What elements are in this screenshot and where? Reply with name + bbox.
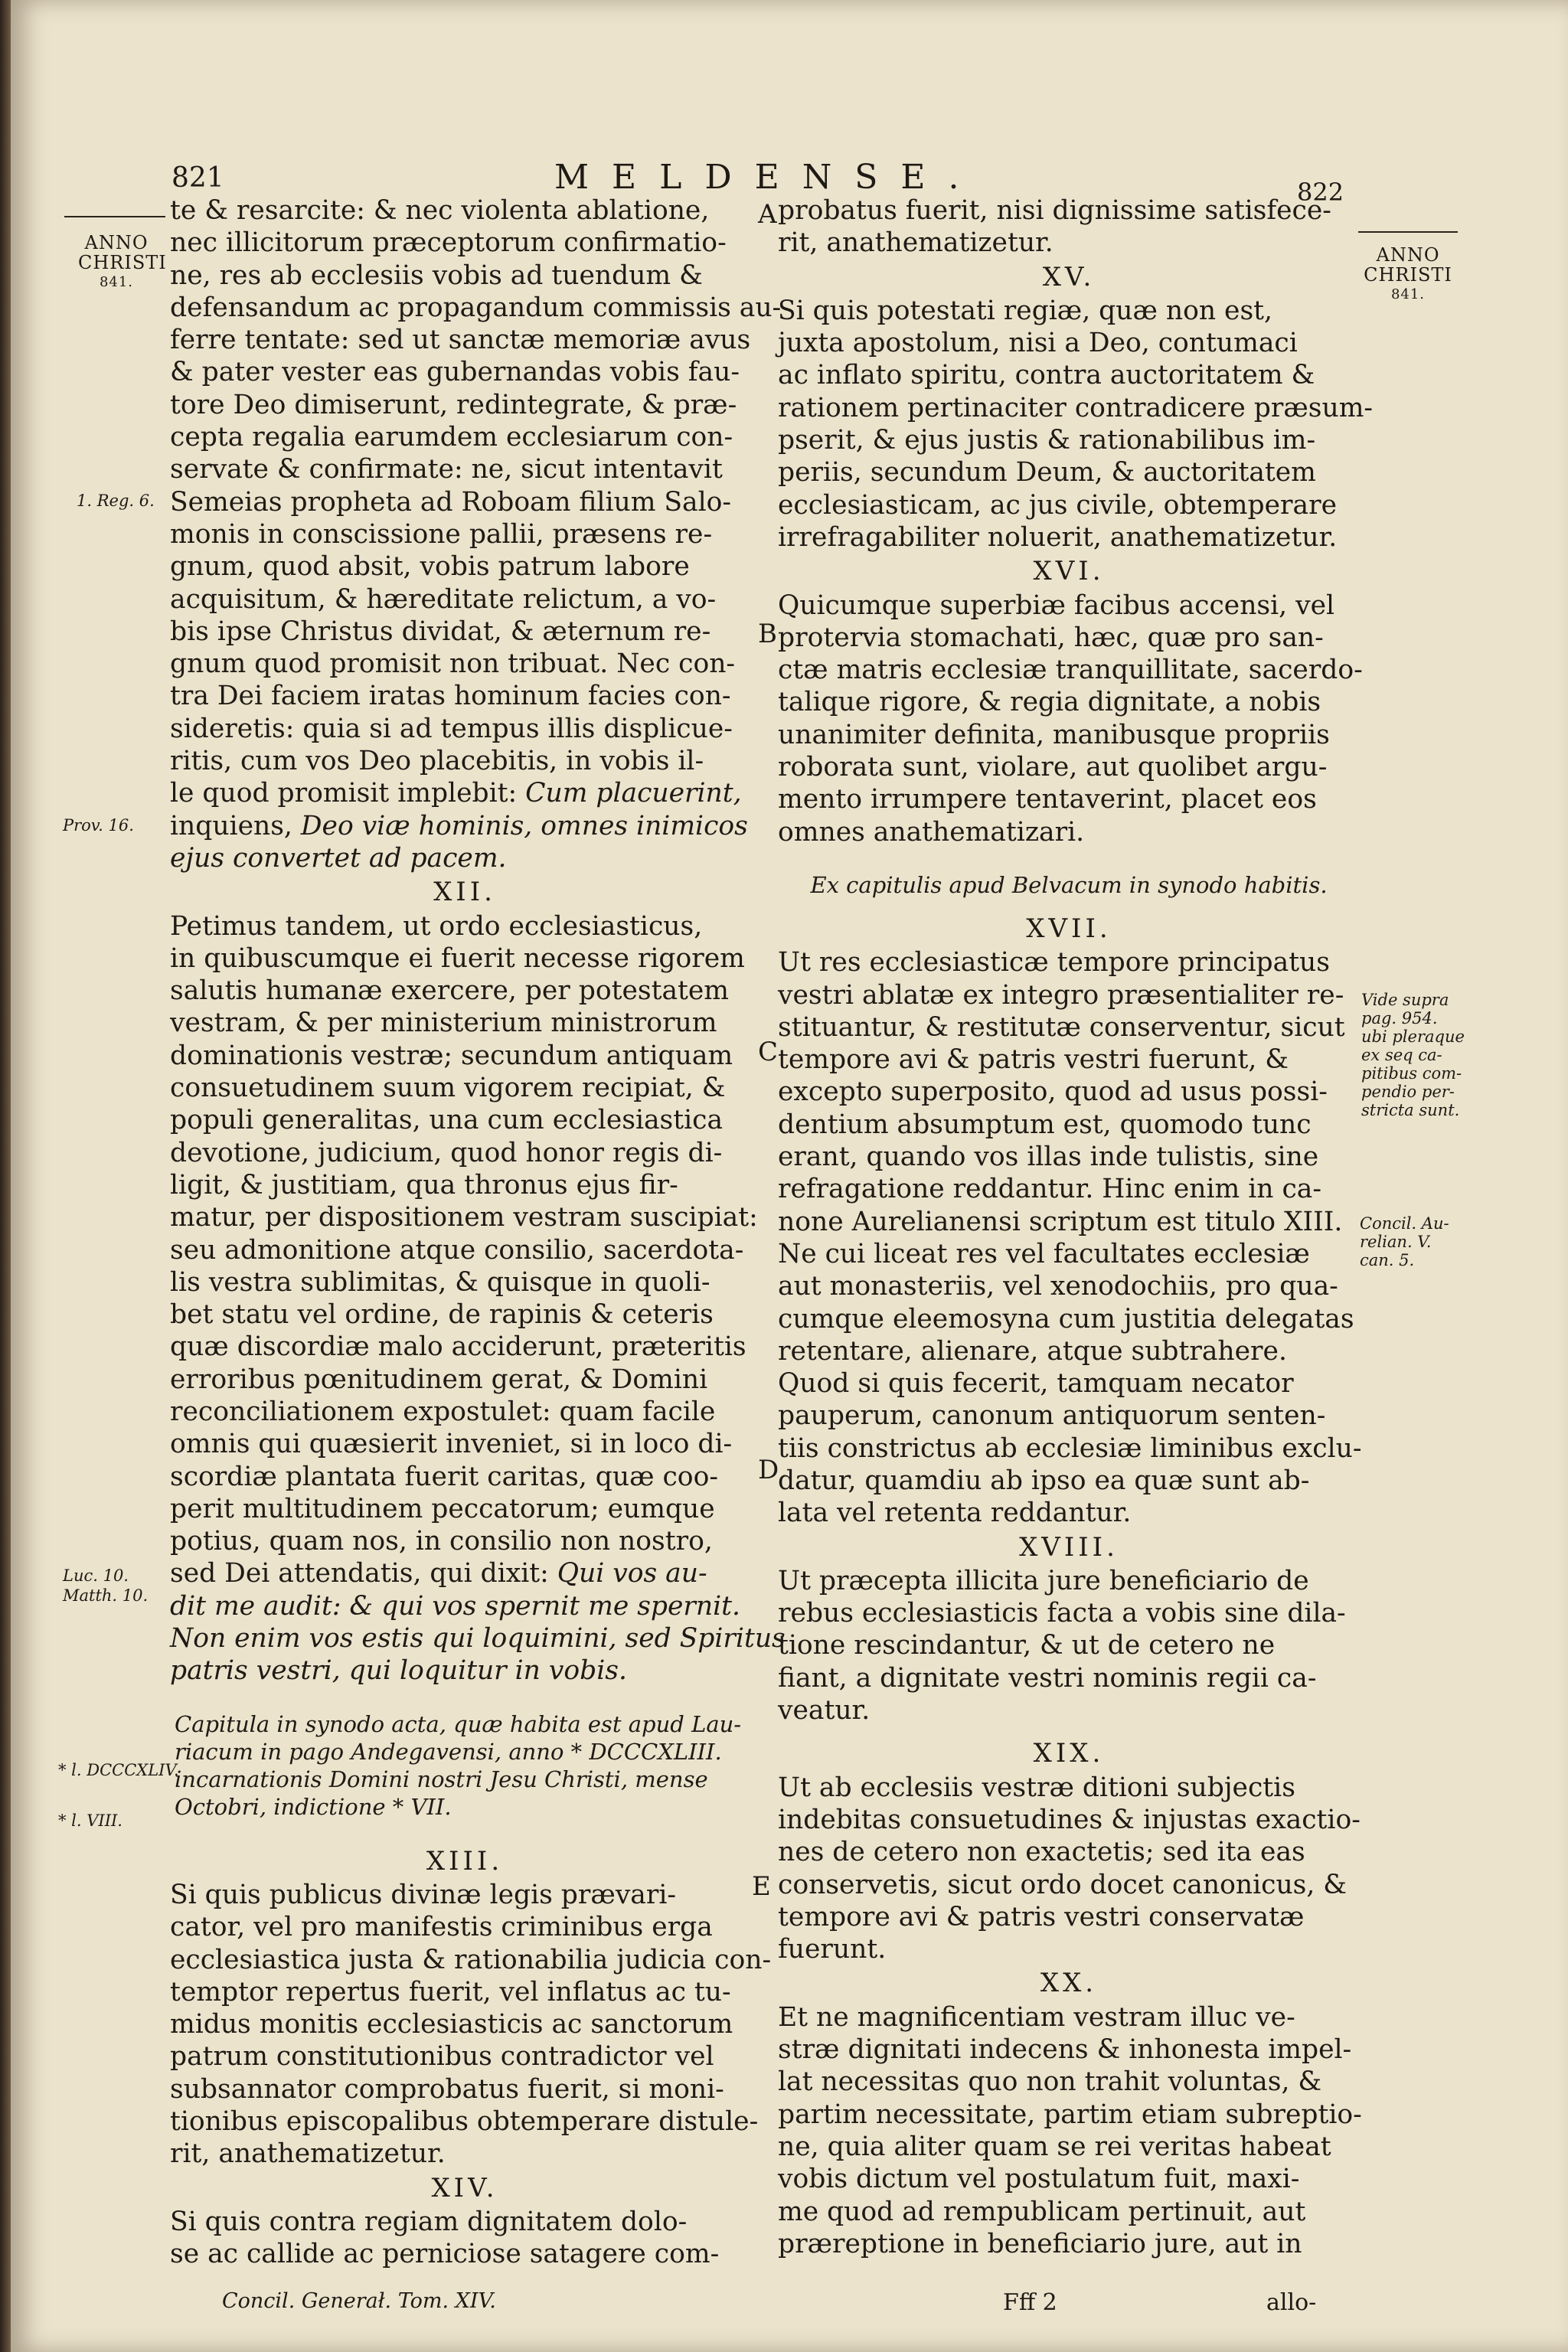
text-line: patrum constitutionibus contradictor vel — [170, 2041, 714, 2073]
margin-note-vide-supra: Vide supra pag. 954. ubi pleraque ex seq ca- pitibus com- pendio per- stricta sunt. — [1361, 991, 1465, 1119]
text-line: rebus ecclesiasticis facta a vobis sine dila- — [778, 1598, 1346, 1629]
text-line: ligit, & justitiam, qua thronus ejus fir- — [170, 1169, 678, 1200]
margin-note-matth: Matth. 10. — [63, 1586, 149, 1605]
text-line: reconciliationem expostulet: quam facile — [170, 1396, 716, 1427]
text-line: Si quis potestati regiæ, quæ non est, — [778, 295, 1272, 326]
text-line: lat necessitas quo non trahit voluntas, & — [778, 2066, 1322, 2098]
text-line: quæ discordiæ malo acciderunt, præteritis — [170, 1331, 746, 1363]
heading-xvii: XVII. — [1026, 913, 1112, 944]
section-letter-c: C — [758, 1037, 779, 1067]
text-line: tiis constrictus ab ecclesiæ liminibus exclu- — [778, 1432, 1362, 1464]
text-line: Octobri, indictione * VII. — [175, 1793, 452, 1820]
text-line: omnis qui quæsierit inveniet, si in loco di- — [170, 1429, 733, 1460]
anno-christi-right: ANNO CHRISTI 841. — [1364, 244, 1452, 302]
margin-note-concil-aurelian: Concil. Au- relian. V. can. 5. — [1360, 1214, 1449, 1269]
canon-xii-text — [170, 910, 760, 1558]
canon-xix-text — [778, 1772, 1360, 1966]
heading-xvi: XVI. — [1033, 556, 1105, 587]
canon-xvii-text — [778, 946, 1360, 1529]
text-line: seu admonitione atque consilio, sacerdota- — [170, 1234, 744, 1266]
text-line: matur, per dispositionem vestram suscipiat: — [170, 1202, 758, 1233]
text-line: aut monasteriis, vel xenodochiis, pro qua- — [778, 1271, 1338, 1302]
text-line: erant, quando vos illas inde tulistis, sine — [778, 1142, 1319, 1173]
margin-note-prov: Prov. 16. — [63, 816, 134, 835]
text-line: riacum in pago Andegavensi, anno * DCCCXLIII. — [175, 1738, 722, 1765]
quote-dit-me-audit: dit me audit: — [170, 1590, 341, 1622]
text-line: præreptione in beneficiario jure, aut in — [778, 2228, 1302, 2259]
text-line: gnum, quod absit, vobis patrum labore — [170, 551, 690, 583]
book-spine — [0, 0, 11, 2352]
text-line: tione rescindantur, & ut de cetero ne — [778, 1630, 1276, 1661]
text-line: mento irrumpere tentaverint, placet eos — [778, 784, 1317, 815]
text-line: periis, secundum Deum, & auctoritatem — [778, 457, 1316, 488]
text-line: Capitula in synodo acta, quæ habita est apud Lau- — [175, 1710, 742, 1737]
text-line: dominationis vestræ; secundum antiquam — [170, 1040, 733, 1071]
text-line: gnum quod promisit non tribuat. Nec con- — [170, 648, 736, 680]
footer-catchword: allo- — [1266, 2289, 1317, 2316]
text-line: incarnationis Domini nostri Jesu Christi, mense — [175, 1766, 708, 1792]
text-line: ac inflato spiritu, contra auctoritatem & — [778, 360, 1315, 391]
quote-patris-vestri: patris vestri, qui loquitur in vobis. — [170, 1655, 627, 1687]
text-line: rit, anathematizetur. — [170, 2138, 446, 2170]
heading-xx: XX. — [1040, 1968, 1098, 1999]
text-line: Si quis contra regiam dignitatem dolo- — [170, 2206, 688, 2237]
text-line: monis in conscissione pallii, præsens re- — [170, 518, 713, 550]
text-line: tionibus episcopalibus obtemperare distule- — [170, 2106, 759, 2138]
text-line: in quibuscumque ei fuerit necesse rigorem — [170, 942, 745, 974]
ex-capitulis-heading: Ex capitulis apud Belvacum in synodo habitis. — [810, 871, 1328, 898]
text-line: vestri ablatæ ex integro præsentialiter re- — [778, 979, 1344, 1011]
book-page — [11, 0, 1568, 2352]
capitula-heading-block — [170, 1710, 760, 1821]
left-p1-last-line: le quod promisit implebit: — [170, 778, 518, 809]
text-line: ecclesiastica justa & rationabilia judicia con- — [170, 1944, 772, 1975]
text-line: ecclesiasticam, ac jus civile, obtemperare — [778, 489, 1337, 521]
text-line: roborata sunt, violare, aut quolibet argu- — [778, 752, 1328, 783]
quote-cum-placuerint: Cum placuerint, — [525, 778, 742, 809]
text-line: conservetis, sicut ordo docet canonicus, & — [778, 1869, 1348, 1900]
anno-christi-left: ANNO CHRISTI 841. — [78, 232, 167, 290]
text-line: Semeias propheta ad Roboam filium Salo- — [170, 486, 732, 518]
text-line: populi generalitas, una cum ecclesiastica — [170, 1105, 724, 1136]
text-line: vobis dictum vel postulatum fuit, maxi- — [778, 2164, 1300, 2195]
sed-dei-line: sed Dei attendatis, qui dixit: — [170, 1558, 549, 1589]
quote-qui-vos: Qui vos au- — [557, 1558, 707, 1589]
section-letter-e: E — [752, 1871, 771, 1902]
text-line: pauperum, canonum antiquorum senten- — [778, 1400, 1326, 1432]
text-line: tore Deo dimiserunt, redintegrate, & præ- — [170, 389, 737, 420]
heading-xii: XII. — [433, 877, 496, 908]
canon-xiii-text — [170, 1879, 772, 2171]
text-line: servate & confirmate: ne, sicut intentavit — [170, 454, 723, 485]
text-line: omnes anathematizari. — [778, 816, 1085, 848]
text-line: talique rigore, & regia dignitate, a nobis — [778, 687, 1321, 718]
text-line: ferre tentate: sed ut sanctæ memoriæ avus — [170, 325, 751, 356]
text-line: Ut ab ecclesiis vestræ ditioni subjectis — [778, 1772, 1295, 1803]
text-line: subsannator comprobatus fuerit, si moni- — [170, 2073, 724, 2105]
left-header-rule — [64, 216, 165, 217]
heading-xv: XV. — [1042, 261, 1096, 292]
text-line: Petimus tandem, ut ordo ecclesiasticus, — [170, 910, 703, 942]
heading-xiii: XIII. — [426, 1845, 504, 1877]
left-page-number: 821 — [172, 162, 224, 194]
text-line: defensandum ac propagandum commissis au- — [170, 292, 782, 323]
text-line: veatur. — [778, 1695, 871, 1726]
margin-note-reg: 1. Reg. 6. — [77, 492, 155, 510]
right-paragraph-continued — [778, 194, 1360, 260]
text-line: tempore avi & patris vestri conservatæ — [778, 1901, 1305, 1932]
text-line: erroribus pœnitudinem gerat, & Domini — [170, 1364, 708, 1395]
margin-note-viii: * l. VIII. — [58, 1811, 122, 1830]
text-line: nes de cetero non exactetis; sed ita eas — [778, 1837, 1305, 1868]
text-line: bis ipse Christus dividat, & æternum re- — [170, 616, 711, 647]
canon-xv-text — [778, 295, 1374, 554]
text-line: Et ne magnificentiam vestram illuc ve- — [778, 2001, 1295, 2033]
text-line: devotione, judicium, quod honor regis di- — [170, 1137, 723, 1168]
right-column — [778, 194, 1374, 2260]
text-line: se ac callide ac perniciose satagere com- — [170, 2239, 720, 2270]
text-line: none Aurelianensi scriptum est titulo XIII. — [778, 1206, 1343, 1237]
right-header-rule — [1358, 231, 1458, 233]
left-column — [170, 194, 786, 2271]
text-line: & pater vester eas gubernandas vobis fau- — [170, 357, 740, 388]
text-line: nec illicitorum præceptorum confirmatio- — [170, 227, 727, 259]
canon-xviii-text — [778, 1565, 1360, 1726]
text-line: salutis humanæ exercere, per potestatem — [170, 975, 730, 1007]
text-line: indebitas consuetudines & injustas exactio- — [778, 1804, 1361, 1835]
text-line: temptor repertus fuerit, vel inflatus ac tu- — [170, 1976, 731, 2007]
text-line: irrefragabiliter noluerit, anathematizetur. — [778, 521, 1338, 553]
text-line: juxta apostolum, nisi a Deo, contumaci — [778, 328, 1298, 359]
text-line: partim necessitate, partim etiam subreptio- — [778, 2099, 1362, 2130]
quote-qui-spernit: & qui vos spernit me spernit. — [349, 1590, 740, 1622]
text-line: protervia stomachati, hæc, quæ pro san- — [778, 622, 1324, 653]
heading-xix: XIX. — [1033, 1738, 1105, 1769]
quote-ejus-convertet: ejus convertet ad pacem. — [170, 842, 507, 874]
text-line: probatus fuerit, nisi dignissime satisfece- — [778, 195, 1331, 226]
text-line: refragatione reddantur. Hinc enim in ca- — [778, 1174, 1321, 1205]
text-line: fiant, a dignitate vestri nominis regii ca- — [778, 1662, 1317, 1694]
text-line: ctæ matris ecclesiæ tranquillitate, sacerdo- — [778, 655, 1363, 686]
text-line: lata vel retenta reddantur. — [778, 1498, 1132, 1529]
text-line: cumque eleemosyna cum justitia delegatas — [778, 1303, 1354, 1334]
text-line: Quicumque superbiæ facibus accensi, vel — [778, 590, 1335, 621]
text-line: vestram, & per ministerium ministrorum — [170, 1008, 717, 1039]
text-line: perit multitudinem peccatorum; eumque — [170, 1493, 715, 1524]
text-line: unanimiter definita, manibusque propriis — [778, 719, 1330, 750]
text-line: excepto superposito, quod ad usus possi- — [778, 1076, 1328, 1108]
text-line: Ut præcepta illicita jure beneficiario de — [778, 1565, 1309, 1596]
text-line: potius, quam nos, in consilio non nostro, — [170, 1526, 713, 1557]
canon-xvi-text — [778, 590, 1363, 848]
section-letter-d: D — [758, 1455, 779, 1485]
margin-note-dcccxliv: * l. DCCCXLIV. — [58, 1761, 179, 1779]
text-line: ritis, cum vos Deo placebitis, in vobis il- — [170, 746, 704, 777]
text-line: tra Dei faciem iratas hominum facies con- — [170, 681, 731, 712]
text-line: Quod si quis fecerit, tamquam necator — [778, 1368, 1294, 1400]
section-letter-b: B — [758, 619, 777, 649]
text-line: ne, res ab ecclesiis vobis ad tuendum & — [170, 260, 703, 291]
text-line: datur, quamdiu ab ipso ea quæ sunt ab- — [778, 1465, 1310, 1496]
text-line: cator, vel pro manifestis criminibus erga — [170, 1912, 713, 1943]
text-line: scordiæ plantata fuerit caritas, quæ coo- — [170, 1461, 719, 1492]
text-line: pserit, & ejus justis & rationabilibus im- — [778, 425, 1316, 456]
text-line: rit, anathematizetur. — [778, 227, 1054, 259]
text-line: stituantur, & restitutæ conserventur, sicut — [778, 1011, 1345, 1043]
canon-xiv-text — [170, 2206, 760, 2271]
text-line: lis vestra sublimitas, & quisque in quoli- — [170, 1266, 710, 1298]
text-line: acquisitum, & hæreditate relictum, a vo- — [170, 583, 717, 615]
running-title: MELDENSE. — [554, 158, 982, 197]
quote-deo-viae: Deo viæ hominis, omnes inimicos — [300, 810, 748, 841]
inquiens-text: inquiens, — [170, 810, 292, 841]
text-line: dentium absumptum est, quomodo tunc — [778, 1109, 1312, 1140]
text-line: Ne cui liceat res vel facultates ecclesiæ — [778, 1238, 1310, 1269]
text-line: stræ dignitati indecens & inhonesta impel- — [778, 2034, 1352, 2066]
text-line: sideretis: quia si ad tempus illis displicue- — [170, 713, 733, 744]
text-line: bet statu vel ordine, de rapinis & ceteris — [170, 1299, 714, 1331]
footer-volume: Concil. Generał. Tom. XIV. — [222, 2289, 496, 2313]
text-line: Si quis publicus divinæ legis prævari- — [170, 1879, 677, 1910]
text-line: retentare, alienare, atque subtrahere. — [778, 1335, 1287, 1367]
text-line: consuetudinem suum vigorem recipiat, & — [170, 1073, 726, 1104]
quote-non-enim: Non enim vos estis qui loquimini, sed Spiritus — [170, 1623, 786, 1655]
right-page-number: 822 — [1297, 178, 1344, 207]
text-line: rationem pertinaciter contradicere præsum- — [778, 392, 1374, 423]
heading-xviii: XVIII. — [1019, 1531, 1119, 1563]
text-line: cepta regalia earumdem ecclesiarum con- — [170, 422, 733, 453]
heading-xiv: XIV. — [431, 2172, 498, 2203]
text-line: Ut res ecclesiasticæ tempore principatus — [778, 947, 1330, 978]
canon-xx-text — [778, 2001, 1360, 2260]
section-letter-a: A — [758, 199, 777, 230]
left-paragraph-continued — [170, 194, 782, 777]
text-line: fuerunt. — [778, 1934, 887, 1965]
text-line: tempore avi & patris vestri fuerunt, & — [778, 1044, 1289, 1076]
footer-signature: Fff 2 — [1003, 2289, 1057, 2316]
text-line: te & resarcite: & nec violenta ablatione, — [170, 195, 710, 226]
text-line: ne, quia aliter quam se rei veritas habeat — [778, 2131, 1331, 2162]
margin-note-luc: Luc. 10. — [63, 1566, 129, 1585]
text-line: me quod ad rempublicam pertinuit, aut — [778, 2196, 1306, 2227]
text-line: midus monitis ecclesiasticis ac sanctorum — [170, 2009, 733, 2040]
